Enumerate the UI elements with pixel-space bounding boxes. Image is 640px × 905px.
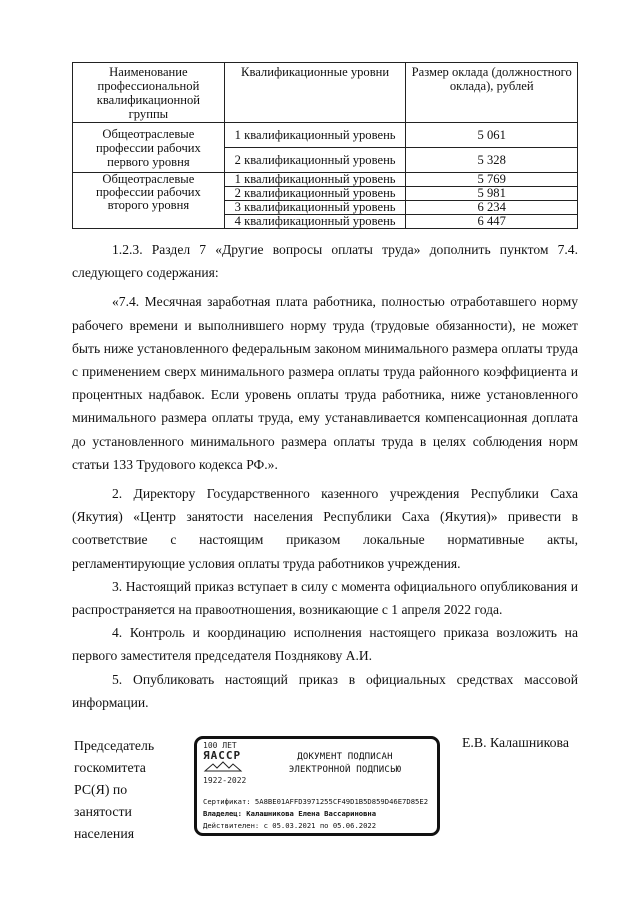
paragraph-2: 2. Директору Государственного казенного учреждения Республики Саха (Якутия) «Центр занятости населения Республики Саха (Якутия)» привести в соответствие с настоящим приказом локальные нормативные акты, регламентирующие условия оплаты труда работников учреждения.	[72, 486, 578, 571]
position-line: населения	[74, 826, 135, 841]
stamp-owner: Владелец: Калашникова Елена Вассариновна	[203, 809, 377, 818]
stamp-certificate: Сертификат: 5A8BE01AFFD3971255CF49D1B5D859D46E7D85E2	[203, 797, 429, 806]
level-cell: 2 квалификационный уровень	[224, 187, 406, 201]
level-cell: 1 квалификационный уровень	[224, 123, 406, 148]
header-salary: Размер оклада (должностного оклада), рублей	[406, 63, 578, 123]
level-cell: 3 квалификационный уровень	[224, 201, 406, 215]
anniversary-logo-icon: 100 ЛЕТ ЯАССР 1922-2022	[203, 741, 247, 785]
group-name: Общеотраслевые профессии рабочих первого уровня	[73, 123, 225, 173]
table-row	[73, 173, 578, 187]
stamp-validity: Действителен: с 05.03.2021 по 05.06.2022	[203, 821, 377, 830]
salary-cell: 5 061	[406, 123, 578, 148]
table-header-row	[73, 63, 578, 123]
paragraph-3: 3. Настоящий приказ вступает в силу с момента официального опубликования и распространяется на правоотношения, возникающие с 1 апреля 2022 года.	[72, 578, 578, 618]
position-line: Председатель	[74, 738, 155, 753]
salary-cell: 6 234	[406, 201, 578, 215]
position-line: занятости	[74, 804, 132, 819]
header-group: Наименование профессиональной квалификационной группы	[73, 63, 225, 123]
salary-cell: 5 328	[406, 148, 578, 173]
salary-cell: 5 769	[406, 173, 578, 187]
signatory-position	[74, 735, 174, 845]
level-cell: 4 квалификационный уровень	[224, 215, 406, 229]
table-row	[73, 123, 578, 148]
electronic-signature-stamp	[194, 736, 440, 836]
level-cell: 2 квалификационный уровень	[224, 148, 406, 173]
level-cell: 1 квалификационный уровень	[224, 173, 406, 187]
position-line: госкомитета	[74, 760, 146, 775]
salary-table	[72, 62, 578, 229]
paragraph-1-2-3: 1.2.3. Раздел 7 «Другие вопросы оплаты труда» дополнить пунктом 7.4. следующего содержания:	[72, 242, 578, 281]
salary-cell: 5 981	[406, 187, 578, 201]
position-line: РС(Я) по	[74, 782, 128, 797]
group-name: Общеотраслевые профессии рабочих второго уровня	[73, 173, 225, 229]
salary-cell: 6 447	[406, 215, 578, 229]
header-levels: Квалификационные уровни	[224, 63, 406, 123]
paragraph-7-4: «7.4. Месячная заработная плата работника, полностью отработавшего норму рабочего времени и выполнившего норму труда (трудовые обязанности), не может быть ниже установленного федеральным законом минимального размера оплаты труда с применением сверх минимального размера оплаты труда районного коэффициента и процентных надбавок. Если уровень оплаты труда работника, ниже установленного минимального размера оплаты труда, ему устанавливается компенсационная доплата до установленного минимального размера оплаты труда в целях соблюдения норм статьи 133 Трудового кодекса РФ.».	[72, 294, 578, 472]
body-text	[72, 238, 578, 714]
stamp-title: ДОКУМЕНТ ПОДПИСАН ЭЛЕКТРОННОЙ ПОДПИСЬЮ	[288, 752, 402, 775]
signatory-name: Е.В. Калашникова	[462, 735, 569, 750]
paragraph-5: 5. Опубликовать настоящий приказ в официальных средствах массовой информации.	[72, 671, 578, 710]
paragraph-4: 4. Контроль и координацию исполнения настоящего приказа возложить на первого заместителя председателя Позднякову А.И.	[72, 625, 578, 664]
